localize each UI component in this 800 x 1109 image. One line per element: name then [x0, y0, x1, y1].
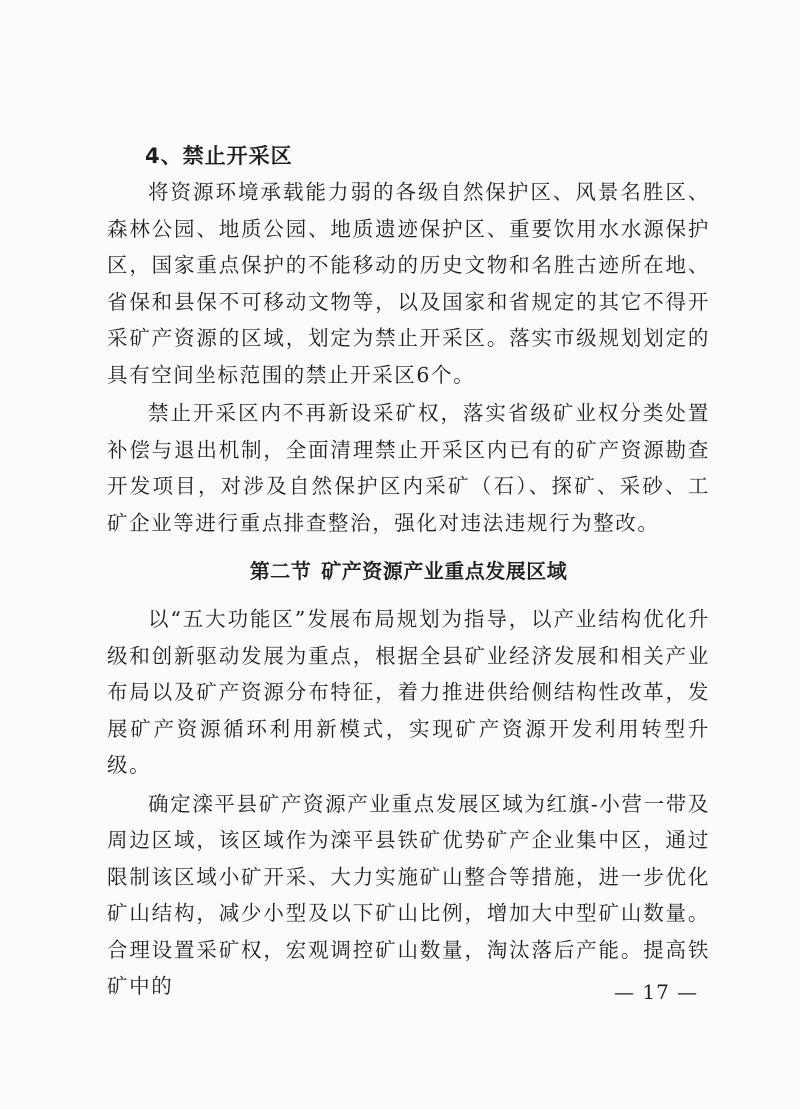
paragraph-key-development-area: 确定滦平县矿产资源产业重点发展区域为红旗-小营一带及周边区域，该区域作为滦平县铁矿优势矿产企业集中区，通过限制该区域小矿开采、大力实施矿山整合等措施，进一步优化矿山结构，减少小型及以下矿山比例，增加大中型矿山数量。合理设置采矿权，宏观调控矿山数量，淘汰落后产能。提高铁矿中的: [107, 791, 710, 998]
section-title: [107, 553, 710, 589]
paragraph-prohibited-zone-measures: 禁止开采区内不再新设采矿权，落实省级矿业权分类处置补偿与退出机制，全面清理禁止开采区内已有的矿产资源勘查开发项目，对涉及自然保护区内采矿（石）、探矿、采砂、工矿企业等进行重点排查整治，强化对违法违规行为整改。: [107, 401, 710, 535]
paragraph-guidance: 以“五大功能区”发展布局规划为指导，以产业结构优化升级和创新驱动发展为重点，根据全县矿业经济发展和相关产业布局以及矿产资源分布特征，着力推进供给侧结构性改革，发展矿产资源循环利用新模式，实现矿产资源开发利用转型升级。: [107, 607, 710, 777]
page-content: [107, 138, 710, 1005]
page-number: — 17 —: [614, 980, 699, 1004]
paragraph-prohibited-zone-definition: 将资源环境承载能力弱的各级自然保护区、风景名胜区、森林公园、地质公园、地质遗迹保护区、重要饮用水水源保护区，国家重点保护的不能移动的历史文物和名胜古迹所在地、省保和县保不可移动文物等，以及国家和省规定的其它不得开采矿产资源的区域，划定为禁止开采区。落实市级规划划定的具有空间坐标范围的禁止开采区6个。: [107, 180, 710, 387]
section-title-text: 矿产资源产业重点发展区域: [321, 559, 568, 583]
section-number: 第二节: [249, 559, 312, 583]
subsection-heading: 4、禁止开采区: [145, 144, 293, 168]
